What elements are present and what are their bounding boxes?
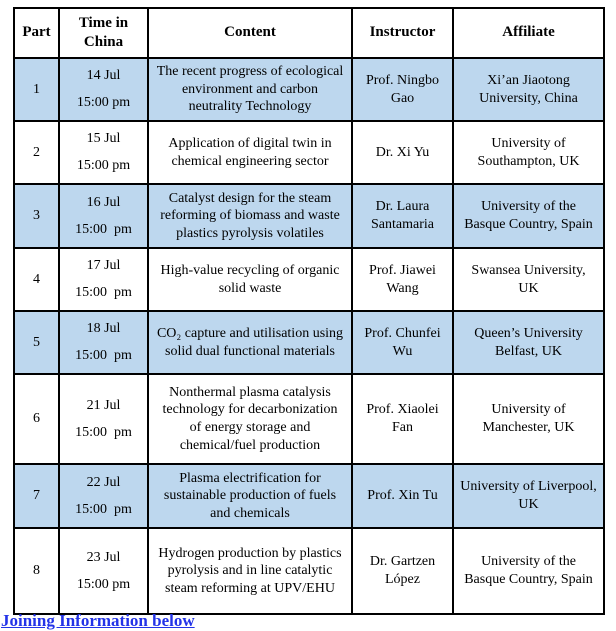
- header-row: [14, 8, 604, 58]
- cell-clock-time: 15:00 pm: [76, 576, 131, 592]
- cell-date: 16 Jul: [86, 194, 121, 210]
- cell-clock-time: 15:00 pm: [76, 158, 131, 173]
- cell-content: The recent progress of ecological environment and carbon neutrality Technology: [148, 58, 352, 121]
- cell-part: 1: [14, 58, 59, 121]
- schedule-table-body: [14, 58, 604, 614]
- cell-content: Plasma electrification for sustainable production of fuels and chemicals: [148, 464, 352, 528]
- schedule-table: [13, 7, 605, 615]
- schedule-table-header: [14, 8, 604, 58]
- cell-instructor: Prof. Jiawei Wang: [352, 248, 453, 311]
- cell-affiliate: University of Manchester, UK: [453, 374, 604, 464]
- cell-date: 21 Jul: [86, 397, 121, 413]
- cell-time: [59, 311, 148, 374]
- cell-content: High-value recycling of organic solid waste: [148, 248, 352, 311]
- cell-date: 15 Jul: [86, 131, 121, 147]
- table-row: [14, 248, 604, 311]
- cell-affiliate: University of the Basque Country, Spain: [453, 528, 604, 614]
- table-row: [14, 464, 604, 528]
- cell-date: 18 Jul: [86, 321, 121, 337]
- cell-affiliate: University of Southampton, UK: [453, 121, 604, 184]
- table-row: [14, 311, 604, 374]
- cell-instructor: Prof. Ningbo Gao: [352, 58, 453, 121]
- cell-content: Catalyst design for the steam reforming of biomass and waste plastics pyrolysis volatiles: [148, 184, 352, 248]
- table-row: [14, 58, 604, 121]
- cell-time: [59, 184, 148, 248]
- cell-affiliate: Queen’s University Belfast, UK: [453, 311, 604, 374]
- cell-time: [59, 121, 148, 184]
- cell-affiliate: Xi’an Jiaotong University, China: [453, 58, 604, 121]
- cell-part: 5: [14, 311, 59, 374]
- cell-clock-time: 15:00 pm: [75, 221, 132, 237]
- cell-content: CO₂ capture and utilisation using solid dual functional materials: [148, 311, 352, 374]
- cell-part: 6: [14, 374, 59, 464]
- cell-clock-time: 15:00 pm: [75, 348, 132, 363]
- table-row: [14, 121, 604, 184]
- cell-time: [59, 58, 148, 121]
- cell-clock-time: 15:00 pm: [75, 501, 132, 517]
- cell-clock-time: 15:00 pm: [75, 285, 132, 300]
- cell-time: [59, 464, 148, 528]
- table-row: [14, 184, 604, 248]
- cell-affiliate: Swansea University, UK: [453, 248, 604, 311]
- cell-affiliate: University of the Basque Country, Spain: [453, 184, 604, 248]
- cell-part: 7: [14, 464, 59, 528]
- cell-affiliate: University of Liverpool, UK: [453, 464, 604, 528]
- cell-time: [59, 374, 148, 464]
- cell-part: 4: [14, 248, 59, 311]
- cell-instructor: Prof. Chunfei Wu: [352, 311, 453, 374]
- cell-date: 14 Jul: [86, 68, 121, 84]
- cell-time: [59, 248, 148, 311]
- cell-content: Nonthermal plasma catalysis technology for decarbonization of energy storage and chemical/fuel production: [148, 374, 352, 464]
- cell-part: 3: [14, 184, 59, 248]
- table-row: [14, 374, 604, 464]
- cell-clock-time: 15:00 pm: [75, 424, 132, 440]
- table-row: [14, 528, 604, 614]
- cell-content: Application of digital twin in chemical engineering sector: [148, 121, 352, 184]
- cell-clock-time: 15:00 pm: [76, 95, 131, 110]
- header-affiliate: Affiliate: [453, 8, 604, 58]
- header-instructor: Instructor: [352, 8, 453, 58]
- cell-instructor: Dr. Laura Santamaria: [352, 184, 453, 248]
- cell-time: [59, 528, 148, 614]
- header-time-in-china: Time in China: [59, 8, 148, 58]
- joining-information-link[interactable]: Joining Information below: [1, 611, 195, 630]
- header-content: Content: [148, 8, 352, 58]
- cell-instructor: Dr. Gartzen López: [352, 528, 453, 614]
- cell-date: 23 Jul: [86, 549, 121, 565]
- cell-instructor: Prof. Xin Tu: [352, 464, 453, 528]
- cell-instructor: Dr. Xi Yu: [352, 121, 453, 184]
- cell-instructor: Prof. Xiaolei Fan: [352, 374, 453, 464]
- cell-date: 22 Jul: [86, 474, 121, 490]
- cell-part: 2: [14, 121, 59, 184]
- cell-part: 8: [14, 528, 59, 614]
- cell-date: 17 Jul: [86, 258, 121, 274]
- header-part: Part: [14, 8, 59, 58]
- cell-content: Hydrogen production by plastics pyrolysis and in line catalytic steam reforming at UPV/EHU: [148, 528, 352, 614]
